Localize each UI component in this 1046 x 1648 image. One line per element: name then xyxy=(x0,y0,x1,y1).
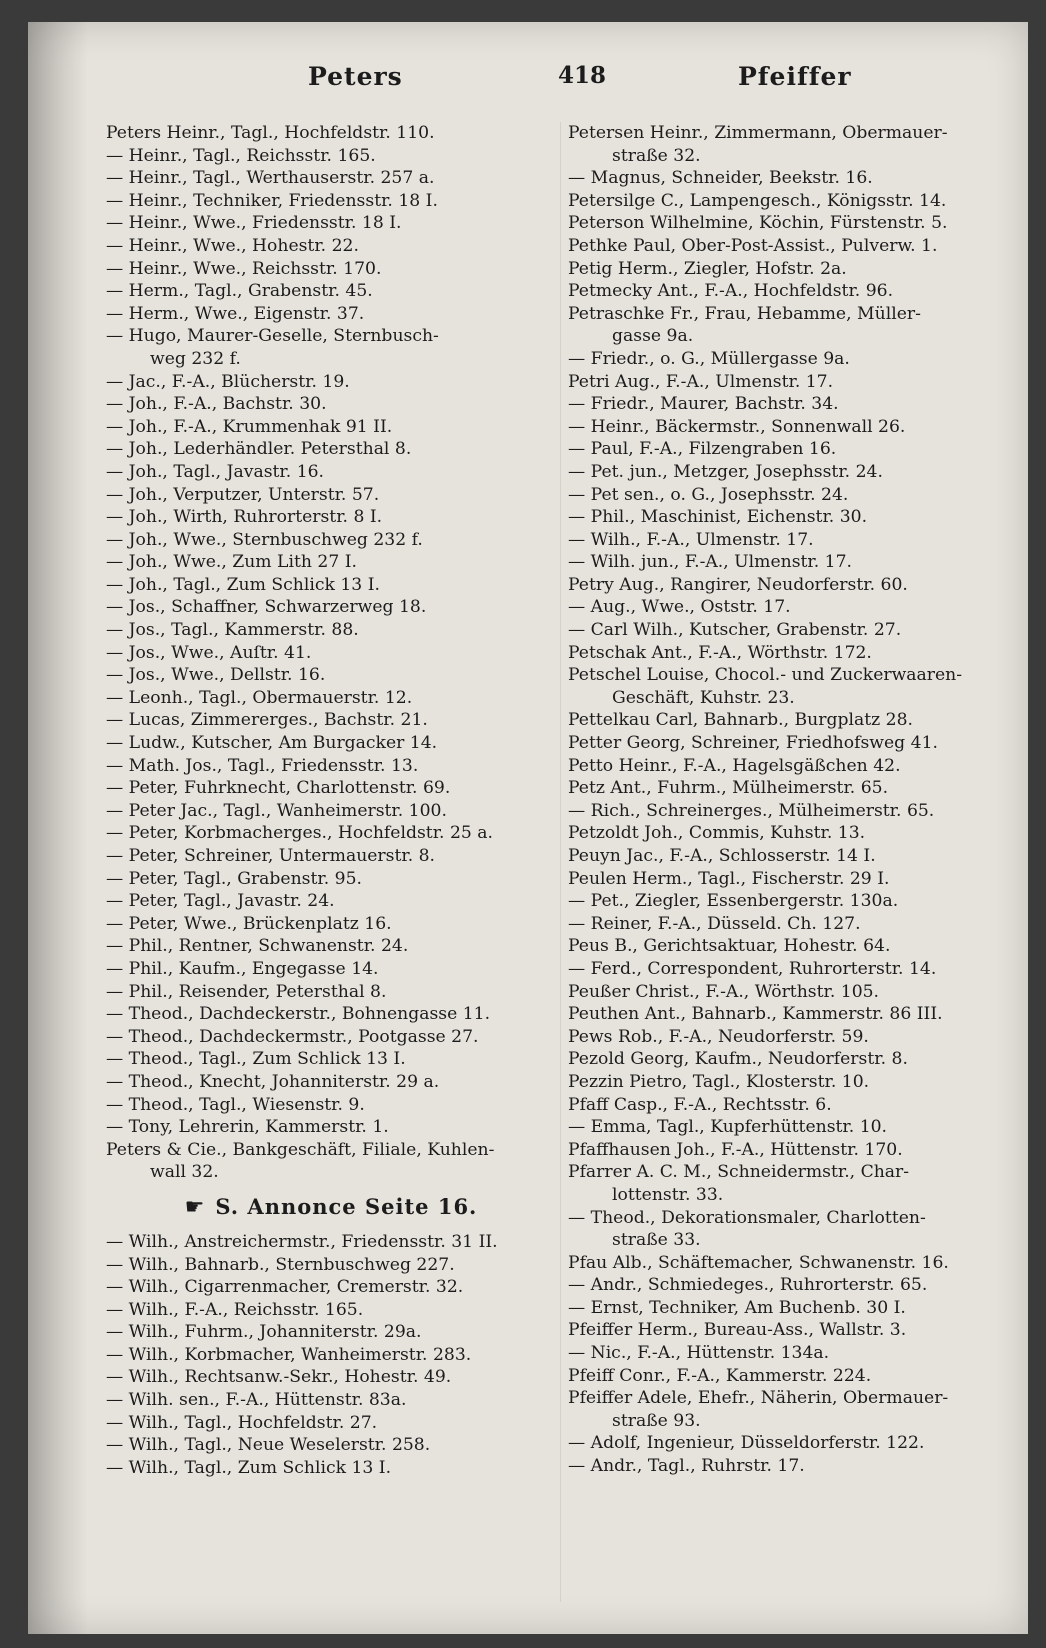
directory-entry xyxy=(106,1071,556,1094)
entry-line: — Wilh. jun., F.-A., Ulmenstr. 17. xyxy=(568,552,853,573)
directory-entry xyxy=(106,1254,556,1277)
directory-entry xyxy=(106,1389,556,1412)
entry-line: — Heinr., Wwe., Friedensstr. 18 I. xyxy=(106,213,402,234)
directory-entry xyxy=(106,642,556,665)
entry-line: Peuyn Jac., F.-A., Schlosserstr. 14 I. xyxy=(568,846,876,866)
entry-line: — Peter, Korbmacherges., Hochfeldstr. 25 a. xyxy=(106,823,493,844)
entry-line: — Peter Jac., Tagl., Wanheimerstr. 100. xyxy=(106,800,447,821)
directory-entry xyxy=(568,1252,1008,1275)
directory-entry xyxy=(568,1207,1008,1252)
directory-entry xyxy=(568,800,1008,823)
entry-line: — Joh., Lederhändler. Petersthal 8. xyxy=(106,439,412,460)
directory-entry xyxy=(106,822,556,845)
directory-entry xyxy=(568,303,1008,348)
entry-line: — Joh., Tagl., Zum Schlick 13 I. xyxy=(106,574,380,595)
entry-line: Peterson Wilhelmine, Köchin, Fürstenstr. 5. xyxy=(568,213,948,234)
directory-entry xyxy=(106,506,556,529)
entry-continuation: gasse 9a. xyxy=(612,326,694,347)
directory-entry xyxy=(106,235,556,258)
directory-entry xyxy=(568,280,1008,303)
directory-entry xyxy=(568,777,1008,800)
entry-line: — Wilh., Korbmacher, Wanheimerstr. 283. xyxy=(106,1344,472,1365)
entry-line: — Rich., Schreinerges., Mülheimerstr. 65. xyxy=(568,800,935,821)
entry-line: — Heinr., Tagl., Werthauserstr. 257 a. xyxy=(106,168,435,189)
directory-entry xyxy=(568,1319,1008,1342)
directory-entry xyxy=(106,1231,556,1254)
entry-line: — Peter, Tagl., Grabenstr. 95. xyxy=(106,868,362,889)
directory-page xyxy=(28,22,1028,1634)
directory-entry xyxy=(106,619,556,642)
directory-entry xyxy=(568,1432,1008,1455)
left-column xyxy=(106,122,556,1479)
entry-line: — Wilh., Cigarrenmacher, Cremerstr. 32. xyxy=(106,1277,464,1298)
entry-line: — Wilh., Bahnarb., Sternbuschweg 227. xyxy=(106,1254,455,1275)
right-column xyxy=(568,122,1008,1478)
entry-line: Peus B., Gerichtsaktuar, Hohestr. 64. xyxy=(568,936,891,957)
directory-entry xyxy=(568,258,1008,281)
entry-line: — Pet., Ziegler, Essenbergerstr. 130a. xyxy=(568,891,899,912)
page-number: 418 xyxy=(558,62,607,89)
directory-entry xyxy=(106,167,556,190)
directory-entry xyxy=(568,981,1008,1004)
directory-entry xyxy=(568,1387,1008,1432)
entry-line: — Jos., Tagl., Kammerstr. 88. xyxy=(106,620,359,641)
notice-text: S. Annonce Seite 16. xyxy=(215,1193,478,1219)
entry-line: — Hugo, Maurer-Geselle, Sternbusch- xyxy=(106,326,439,347)
directory-entry xyxy=(568,1003,1008,1026)
directory-entry xyxy=(568,755,1008,778)
entry-line: Pfaffhausen Joh., F.-A., Hüttenstr. 170. xyxy=(568,1139,903,1160)
entry-line: — Joh., F.-A., Bachstr. 30. xyxy=(106,394,327,415)
entry-line: — Heinr., Bäckermstr., Sonnenwall 26. xyxy=(568,416,906,437)
entry-line: — Wilh., Anstreichermstr., Friedensstr. 31 II. xyxy=(106,1231,498,1252)
directory-entry xyxy=(106,551,556,574)
entry-line: — Joh., Tagl., Javastr. 16. xyxy=(106,461,325,482)
entry-continuation: straße 32. xyxy=(612,145,701,166)
entry-line: Pezzin Pietro, Tagl., Klosterstr. 10. xyxy=(568,1071,870,1092)
entry-line: — Jac., F.-A., Blücherstr. 19. xyxy=(106,371,350,392)
directory-entry xyxy=(568,1139,1008,1162)
directory-entry xyxy=(106,596,556,619)
entry-line: — Pet. jun., Metzger, Josephsstr. 24. xyxy=(568,461,883,482)
directory-entry xyxy=(106,935,556,958)
entry-line: Petschak Ant., F.-A., Wörthstr. 172. xyxy=(568,642,872,663)
directory-entry xyxy=(106,1299,556,1322)
directory-entry xyxy=(568,371,1008,394)
entry-line: — Reiner, F.-A., Düsseld. Ch. 127. xyxy=(568,913,861,934)
entry-line: — Magnus, Schneider, Beekstr. 16. xyxy=(568,168,873,189)
entry-line: Pfeiffer Adele, Ehefr., Näherin, Obermauer- xyxy=(568,1388,949,1409)
directory-entry xyxy=(106,1412,556,1435)
entry-line: Peters Heinr., Tagl., Hochfeldstr. 110. xyxy=(106,123,435,143)
entry-line: — Wilh., Rechtsanw.-Sekr., Hohestr. 49. xyxy=(106,1367,452,1388)
directory-entry xyxy=(106,1026,556,1049)
directory-entry xyxy=(568,461,1008,484)
entry-line: — Nic., F.-A., Hüttenstr. 134a. xyxy=(568,1343,830,1364)
header-left-keyword: Peters xyxy=(308,62,403,91)
directory-entry xyxy=(568,122,1008,167)
directory-entry xyxy=(568,619,1008,642)
entry-line: — Emma, Tagl., Kupferhüttenstr. 10. xyxy=(568,1117,888,1138)
entry-line: — Ferd., Correspondent, Ruhrorterstr. 14. xyxy=(568,958,937,979)
directory-entry xyxy=(106,1003,556,1026)
entry-continuation: Geschäft, Kuhstr. 23. xyxy=(612,687,795,708)
directory-entry xyxy=(568,506,1008,529)
directory-entry xyxy=(106,258,556,281)
directory-entry xyxy=(106,709,556,732)
entry-line: — Peter, Fuhrknecht, Charlottenstr. 69. xyxy=(106,778,451,799)
directory-entry xyxy=(568,664,1008,709)
entry-line: Pezold Georg, Kaufm., Neudorferstr. 8. xyxy=(568,1049,908,1070)
entry-continuation: straße 33. xyxy=(612,1230,701,1251)
entry-line: Pfau Alb., Schäftemacher, Schwanenstr. 16. xyxy=(568,1252,949,1273)
directory-entry xyxy=(568,574,1008,597)
entry-line: — Jos., Schaffner, Schwarzerweg 18. xyxy=(106,597,427,618)
directory-entry xyxy=(106,416,556,439)
page-header xyxy=(98,62,998,102)
entry-line: — Adolf, Ingenieur, Düsseldorferstr. 122. xyxy=(568,1433,925,1454)
directory-entry xyxy=(106,800,556,823)
entry-line: Petschel Louise, Chocol.- und Zuckerwaaren- xyxy=(568,665,963,686)
directory-entry xyxy=(106,1366,556,1389)
directory-entry xyxy=(106,1139,556,1184)
entry-line: Pews Rob., F.-A., Neudorferstr. 59. xyxy=(568,1026,869,1047)
entry-line: Petersen Heinr., Zimmermann, Obermauer- xyxy=(568,123,948,143)
entry-line: Peters & Cie., Bankgeschäft, Filiale, Kuhlen- xyxy=(106,1139,495,1160)
directory-entry xyxy=(568,1071,1008,1094)
directory-entry xyxy=(568,1342,1008,1365)
directory-entry xyxy=(568,1094,1008,1117)
entry-line: — Theod., Tagl., Zum Schlick 13 I. xyxy=(106,1049,406,1070)
directory-entry xyxy=(106,393,556,416)
directory-entry xyxy=(568,551,1008,574)
directory-entry xyxy=(568,529,1008,552)
directory-entry xyxy=(568,235,1008,258)
entry-line: — Peter, Tagl., Javastr. 24. xyxy=(106,891,335,912)
directory-entry xyxy=(106,122,556,145)
entry-line: — Heinr., Wwe., Reichsstr. 170. xyxy=(106,258,382,279)
entry-line: Petri Aug., F.-A., Ulmenstr. 17. xyxy=(568,371,834,392)
entry-line: — Carl Wilh., Kutscher, Grabenstr. 27. xyxy=(568,620,902,641)
entry-line: Petig Herm., Ziegler, Hofstr. 2a. xyxy=(568,258,847,279)
directory-entry xyxy=(106,145,556,168)
directory-entry xyxy=(568,822,1008,845)
entry-line: — Phil., Kaufm., Engegasse 14. xyxy=(106,958,379,979)
entry-line: — Wilh., Tagl., Neue Weselerstr. 258. xyxy=(106,1435,431,1456)
entry-line: Petter Georg, Schreiner, Friedhofsweg 41. xyxy=(568,733,938,754)
directory-entry xyxy=(568,1455,1008,1478)
directory-entry xyxy=(106,687,556,710)
entry-line: — Ernst, Techniker, Am Buchenb. 30 I. xyxy=(568,1297,906,1318)
directory-entry xyxy=(568,1274,1008,1297)
entry-line: — Tony, Lehrerin, Kammerstr. 1. xyxy=(106,1117,389,1138)
directory-entry xyxy=(568,890,1008,913)
directory-entry xyxy=(106,1116,556,1139)
entry-line: — Peter, Schreiner, Untermauerstr. 8. xyxy=(106,846,436,866)
directory-entry xyxy=(568,190,1008,213)
directory-entry xyxy=(568,1297,1008,1320)
directory-entry xyxy=(568,484,1008,507)
entry-line: Pethke Paul, Ober-Post-Assist., Pulverw. 1. xyxy=(568,235,938,256)
entry-line: Peuthen Ant., Bahnarb., Kammerstr. 86 III. xyxy=(568,1004,943,1025)
entry-line: — Joh., Wwe., Zum Lith 27 I. xyxy=(106,552,357,573)
directory-entry xyxy=(568,416,1008,439)
entry-line: — Jos., Wwe., Auſtr. 41. xyxy=(106,642,312,663)
directory-entry xyxy=(568,1116,1008,1139)
header-right-keyword: Pfeiffer xyxy=(738,62,852,91)
entry-line: Petz Ant., Fuhrm., Mülheimerstr. 65. xyxy=(568,778,889,799)
entry-line: — Wilh., Fuhrm., Johanniterstr. 29a. xyxy=(106,1322,422,1343)
entry-line: Pfeiff Conr., F.-A., Kammerstr. 224. xyxy=(568,1365,872,1386)
entry-line: Pettelkau Carl, Bahnarb., Burgplatz 28. xyxy=(568,710,913,731)
entry-line: — Peter, Wwe., Brückenplatz 16. xyxy=(106,913,392,934)
directory-entry xyxy=(106,574,556,597)
entry-line: — Aug., Wwe., Oststr. 17. xyxy=(568,597,791,618)
directory-entry xyxy=(106,664,556,687)
entry-line: — Joh., Verputzer, Unterstr. 57. xyxy=(106,484,380,505)
entry-line: — Leonh., Tagl., Obermauerstr. 12. xyxy=(106,687,413,708)
entry-line: — Wilh., F.-A., Reichsstr. 165. xyxy=(106,1299,364,1320)
directory-entry xyxy=(106,1434,556,1457)
directory-entry xyxy=(568,913,1008,936)
entry-line: — Paul, F.-A., Filzengraben 16. xyxy=(568,439,837,460)
directory-entry xyxy=(106,868,556,891)
entry-line: — Theod., Dachdeckermstr., Pootgasse 27. xyxy=(106,1026,479,1047)
directory-entry xyxy=(106,845,556,868)
entry-line: — Jos., Wwe., Dellstr. 16. xyxy=(106,665,326,686)
entry-line: — Joh., Wirth, Ruhrorterstr. 8 I. xyxy=(106,507,383,528)
entry-continuation: wall 32. xyxy=(150,1162,219,1183)
directory-entry xyxy=(106,1048,556,1071)
directory-entry xyxy=(106,190,556,213)
advertisement-notice xyxy=(106,1190,556,1225)
pointing-hand-icon: ☛ xyxy=(184,1194,206,1220)
entry-line: — Wilh. sen., F.-A., Hüttenstr. 83a. xyxy=(106,1390,407,1411)
entry-line: Pfaff Casp., F.-A., Rechtsstr. 6. xyxy=(568,1094,832,1115)
directory-entry xyxy=(106,303,556,326)
directory-entry xyxy=(106,371,556,394)
column-divider xyxy=(560,122,561,1602)
entry-line: — Theod., Dachdeckerstr., Bohnengasse 11. xyxy=(106,1004,491,1025)
directory-entry xyxy=(106,280,556,303)
entry-line: — Wilh., F.-A., Ulmenstr. 17. xyxy=(568,529,814,550)
entry-line: — Wilh., Tagl., Hochfeldstr. 27. xyxy=(106,1412,378,1433)
entry-line: — Heinr., Wwe., Hohestr. 22. xyxy=(106,235,359,256)
directory-entry xyxy=(106,1094,556,1117)
directory-entry xyxy=(106,755,556,778)
directory-entry xyxy=(106,981,556,1004)
entry-line: — Wilh., Tagl., Zum Schlick 13 I. xyxy=(106,1457,392,1478)
entry-line: Petto Heinr., F.-A., Hagelsgäßchen 42. xyxy=(568,755,901,776)
entry-line: — Heinr., Techniker, Friedensstr. 18 I. xyxy=(106,190,438,211)
entry-line: — Andr., Schmiedeges., Ruhrorterstr. 65. xyxy=(568,1275,928,1296)
entry-line: — Joh., F.-A., Krummenhak 91 II. xyxy=(106,416,393,437)
directory-entry xyxy=(106,325,556,370)
entry-line: Petersilge C., Lampengesch., Königsstr. 14. xyxy=(568,190,947,211)
entry-continuation: lottenstr. 33. xyxy=(612,1184,724,1205)
entry-line: — Ludw., Kutscher, Am Burgacker 14. xyxy=(106,733,438,754)
directory-entry xyxy=(568,212,1008,235)
directory-entry xyxy=(106,890,556,913)
entry-line: — Theod., Dekorationsmaler, Charlotten- xyxy=(568,1207,926,1228)
directory-entry xyxy=(106,212,556,235)
entry-continuation: weg 232 f. xyxy=(150,348,241,369)
directory-entry xyxy=(106,958,556,981)
entry-line: — Pet sen., o. G., Josephsstr. 24. xyxy=(568,484,849,505)
directory-entry xyxy=(568,393,1008,416)
directory-entry xyxy=(106,1457,556,1480)
entry-line: Peulen Herm., Tagl., Fischerstr. 29 I. xyxy=(568,868,890,889)
entry-line: — Theod., Knecht, Johanniterstr. 29 a. xyxy=(106,1071,440,1092)
directory-entry xyxy=(106,1344,556,1367)
entry-line: — Phil., Maschinist, Eichenstr. 30. xyxy=(568,507,868,528)
entry-line: — Friedr., o. G., Müllergasse 9a. xyxy=(568,348,850,369)
entry-line: — Lucas, Zimmererges., Bachstr. 21. xyxy=(106,710,428,731)
directory-entry xyxy=(106,529,556,552)
entry-line: Petzoldt Joh., Commis, Kuhstr. 13. xyxy=(568,823,866,844)
directory-entry xyxy=(568,348,1008,371)
directory-entry xyxy=(106,913,556,936)
entry-line: — Herm., Wwe., Eigenstr. 37. xyxy=(106,303,365,324)
directory-entry xyxy=(106,777,556,800)
entry-line: — Herm., Tagl., Grabenstr. 45. xyxy=(106,281,373,302)
directory-entry xyxy=(568,1026,1008,1049)
entry-line: — Phil., Rentner, Schwanenstr. 24. xyxy=(106,936,409,957)
entry-line: — Heinr., Tagl., Reichsstr. 165. xyxy=(106,145,376,166)
directory-entry xyxy=(106,438,556,461)
entry-line: — Math. Jos., Tagl., Friedensstr. 13. xyxy=(106,755,419,776)
directory-entry xyxy=(568,438,1008,461)
entry-line: Petraschke Fr., Frau, Hebamme, Müller- xyxy=(568,303,921,324)
directory-entry xyxy=(568,709,1008,732)
directory-entry xyxy=(568,596,1008,619)
directory-entry xyxy=(106,732,556,755)
entry-line: Petmecky Ant., F.-A., Hochfeldstr. 96. xyxy=(568,281,894,302)
entry-line: Peußer Christ., F.-A., Wörthstr. 105. xyxy=(568,981,880,1002)
entry-line: — Theod., Tagl., Wiesenstr. 9. xyxy=(106,1094,365,1115)
entry-line: — Andr., Tagl., Ruhrstr. 17. xyxy=(568,1456,805,1477)
directory-entry xyxy=(568,642,1008,665)
directory-entry xyxy=(568,167,1008,190)
directory-entry xyxy=(568,845,1008,868)
entry-line: Pfeiffer Herm., Bureau-Ass., Wallstr. 3. xyxy=(568,1320,907,1341)
directory-entry xyxy=(106,1276,556,1299)
directory-entry xyxy=(568,868,1008,891)
directory-entry xyxy=(568,1048,1008,1071)
directory-entry xyxy=(106,1321,556,1344)
entry-line: — Friedr., Maurer, Bachstr. 34. xyxy=(568,394,839,415)
directory-entry xyxy=(568,732,1008,755)
entry-line: — Joh., Wwe., Sternbuschweg 232 f. xyxy=(106,529,423,550)
directory-entry xyxy=(106,484,556,507)
directory-entry xyxy=(568,1161,1008,1206)
directory-entry xyxy=(568,1365,1008,1388)
directory-entry xyxy=(106,461,556,484)
entry-line: Petry Aug., Rangirer, Neudorferstr. 60. xyxy=(568,574,908,595)
entry-continuation: straße 93. xyxy=(612,1410,701,1431)
directory-entry xyxy=(568,935,1008,958)
entry-line: Pfarrer A. C. M., Schneidermstr., Char- xyxy=(568,1162,910,1183)
entry-line: — Phil., Reisender, Petersthal 8. xyxy=(106,981,387,1002)
directory-entry xyxy=(568,958,1008,981)
